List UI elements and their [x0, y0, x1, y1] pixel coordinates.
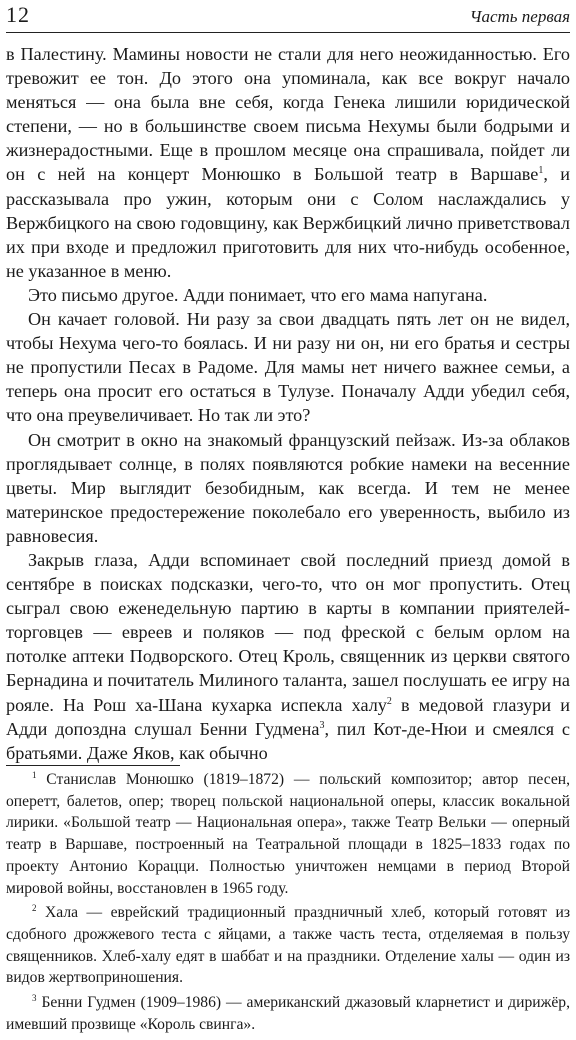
footnote-ref: 3 [319, 719, 325, 731]
footnote-text: Бенни Гудмен (1909–1986) — американский джазовый кларнетист и дирижёр, имевший прозвище «Король свинга». [6, 994, 570, 1033]
paragraph: Он смотрит в окно на знакомый французский пейзаж. Из-за облаков проглядывает солнце, в полях появляются робкие намеки на весенние цветы. Мир выглядит безобидным, как всегда. И тем не менее материнское предостережение поколебало его уверенность, выбило из равновесия. [6, 429, 570, 546]
page-header [6, 2, 570, 33]
footnote-mark: 2 [32, 903, 37, 914]
paragraph: Это письмо другое. Адди понимает, что его мама напугана. [28, 284, 488, 305]
paragraph [6, 42, 570, 283]
paragraph-text: Закрыв глаза, Адди вспоминает свой последний приезд домой в сентябре в поисках подсказки, чего-то, что он мог пропустить. Отец сыграл свою еженедельную партию в карты в компании приятелей-торговцев — евреев и поляков — под фреской с белым орлом на потолке аптеки Подворского. Отец Кроль, священник из церкви святого Бернадина и почитатель Милиного таланта, зашел послушать ее игру на рояле. На Рош ха-Шана кухарка испекла халу [6, 549, 570, 715]
running-head: Часть первая [469, 7, 570, 26]
paragraph-text: , пил Кот-де-Нюи и смеялся с братьями. Даже Яков, как обычно [6, 718, 570, 763]
paragraph-text: в медовой глазури и Адди допоздна слушал Бенни Гудмена [6, 694, 570, 739]
body-text [6, 42, 570, 765]
page-number: 12 [6, 2, 30, 27]
footnote-text: Станислав Монюшко (1819–1872) — польский композитор; автор песен, оперетт, балетов, опер; творец польской национальной оперы, классик вокальной лирики. «Большой театр — Национальная опера», также Театр Вельки — оперный театр в Варшаве, построенный на Театральной площади в 1825–1833 годах по проекту Антонио Корацци. Полностью уничтожен немцами в период Второй мировой войны, восстановлен в 1965 году. [6, 771, 570, 897]
paragraph-text: , и рассказывала про ужин, которым они с Солом наслаждались у Вержбицкого на свою годовщину, как Вержбицкий лично приветствовал их при входе и предложил приготовить для них что-нибудь особенное, не указанное в меню. [6, 164, 570, 281]
footnote-ref: 1 [538, 165, 544, 177]
footnote-text: Хала — еврейский традиционный праздничный хлеб, который готовят из сдобного дрожжевого теста с яйцами, а также часть теста, отделяемая в пользу священников. Хлеб-халу едят в шаббат и на праздники. Отделение халы — один из видов жертвоприношения. [6, 904, 570, 987]
footnote-ref: 2 [386, 695, 392, 707]
footnote [6, 992, 570, 1035]
footnote-divider [6, 765, 180, 766]
footnote-mark: 1 [32, 769, 37, 780]
footnote [6, 902, 570, 989]
footnote [6, 769, 570, 899]
paragraph [6, 548, 570, 765]
paragraph: Он качает головой. Ни разу за свои двадцать пять лет он не видел, чтобы Нехума чего-то боялась. И ни разу ни он, ни его братья и сестры не пропустили Песах в Радоме. Для мамы нет ничего важнее семьи, а теперь она просит его остаться в Тулузе. Поначалу Адди убедил себя, что она преувеличивает. Но так ли это? [6, 309, 570, 426]
paragraph-text: в Палестину. Мамины новости не стали для него неожиданностью. Его тревожит ее тон. До этого она упоминала, как все вокруг начало меняться — она была вне себя, когда Генека лишили юридической степени, — но в большинстве своем письма Нехумы были бодрыми и жизнерадостными. Еще в прошлом месяце она спрашивала, пойдет ли он с ней на концерт Монюшко в Большой театр в Варшаве [6, 44, 570, 185]
footnote-mark: 3 [32, 992, 37, 1003]
footnotes [6, 769, 570, 1038]
